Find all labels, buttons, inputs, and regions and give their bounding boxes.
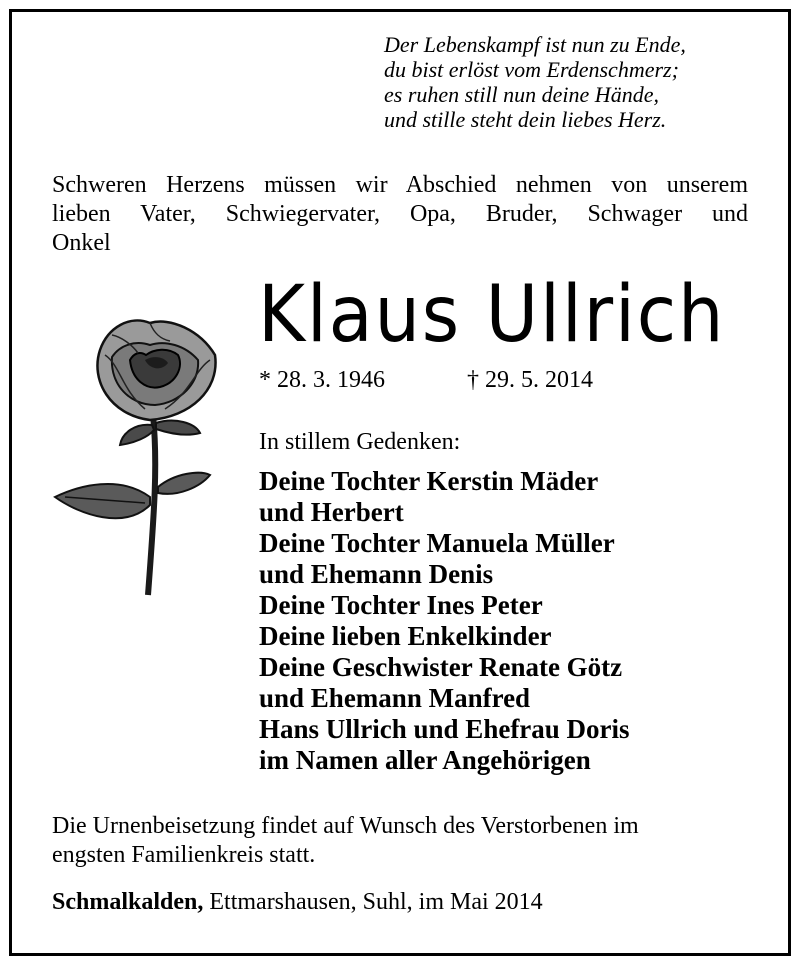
mourner-line: und Ehemann Denis	[259, 559, 494, 589]
death-date: † 29. 5. 2014	[467, 367, 593, 393]
place-main: Schmalkalden,	[52, 889, 204, 915]
poem-line: es ruhen still nun deine Hände,	[384, 82, 659, 107]
poem-line: Der Lebenskampf ist nun zu Ende,	[384, 32, 686, 57]
mourner-line: Deine lieben Enkelkinder	[259, 621, 552, 651]
birth-date: * 28. 3. 1946	[259, 367, 385, 393]
poem-line: und stille steht dein liebes Herz.	[384, 107, 667, 132]
mourner-line: Deine Tochter Ines Peter	[259, 590, 543, 620]
life-dates	[259, 366, 593, 394]
intro-line: Schweren Herzens müssen wir Abschied nehmen von unserem	[52, 172, 748, 198]
burial-line: Die Urnenbeisetzung findet auf Wunsch des Verstorbenen im	[52, 813, 639, 839]
burial-notice	[52, 812, 748, 870]
mourner-line: Deine Tochter Manuela Müller	[259, 528, 615, 558]
poem	[384, 32, 686, 132]
gedenken-heading: In stillem Gedenken:	[259, 429, 461, 455]
mourner-line: und Herbert	[259, 497, 404, 527]
mourner-line: Hans Ullrich und Ehefrau Doris	[259, 714, 630, 744]
mourner-line: und Ehemann Manfred	[259, 683, 531, 713]
place-rest: Ettmarshausen, Suhl, im Mai 2014	[203, 889, 543, 915]
place-and-date	[52, 888, 543, 917]
rose-icon	[50, 305, 240, 605]
mourner-line: Deine Geschwister Renate Götz	[259, 652, 623, 682]
intro-text	[52, 171, 748, 258]
mourner-line: im Namen aller Angehörigen	[259, 745, 591, 775]
mourners-list	[259, 466, 630, 776]
poem-line: du bist erlöst vom Erdenschmerz;	[384, 57, 679, 82]
intro-line: lieben Vater, Schwiegervater, Opa, Bruder, Schwager und	[52, 201, 748, 227]
intro-line: Onkel	[52, 230, 111, 256]
deceased-name: Klaus Ullrich	[258, 270, 726, 360]
burial-line: engsten Familienkreis statt.	[52, 842, 316, 868]
mourner-line: Deine Tochter Kerstin Mäder	[259, 466, 599, 496]
